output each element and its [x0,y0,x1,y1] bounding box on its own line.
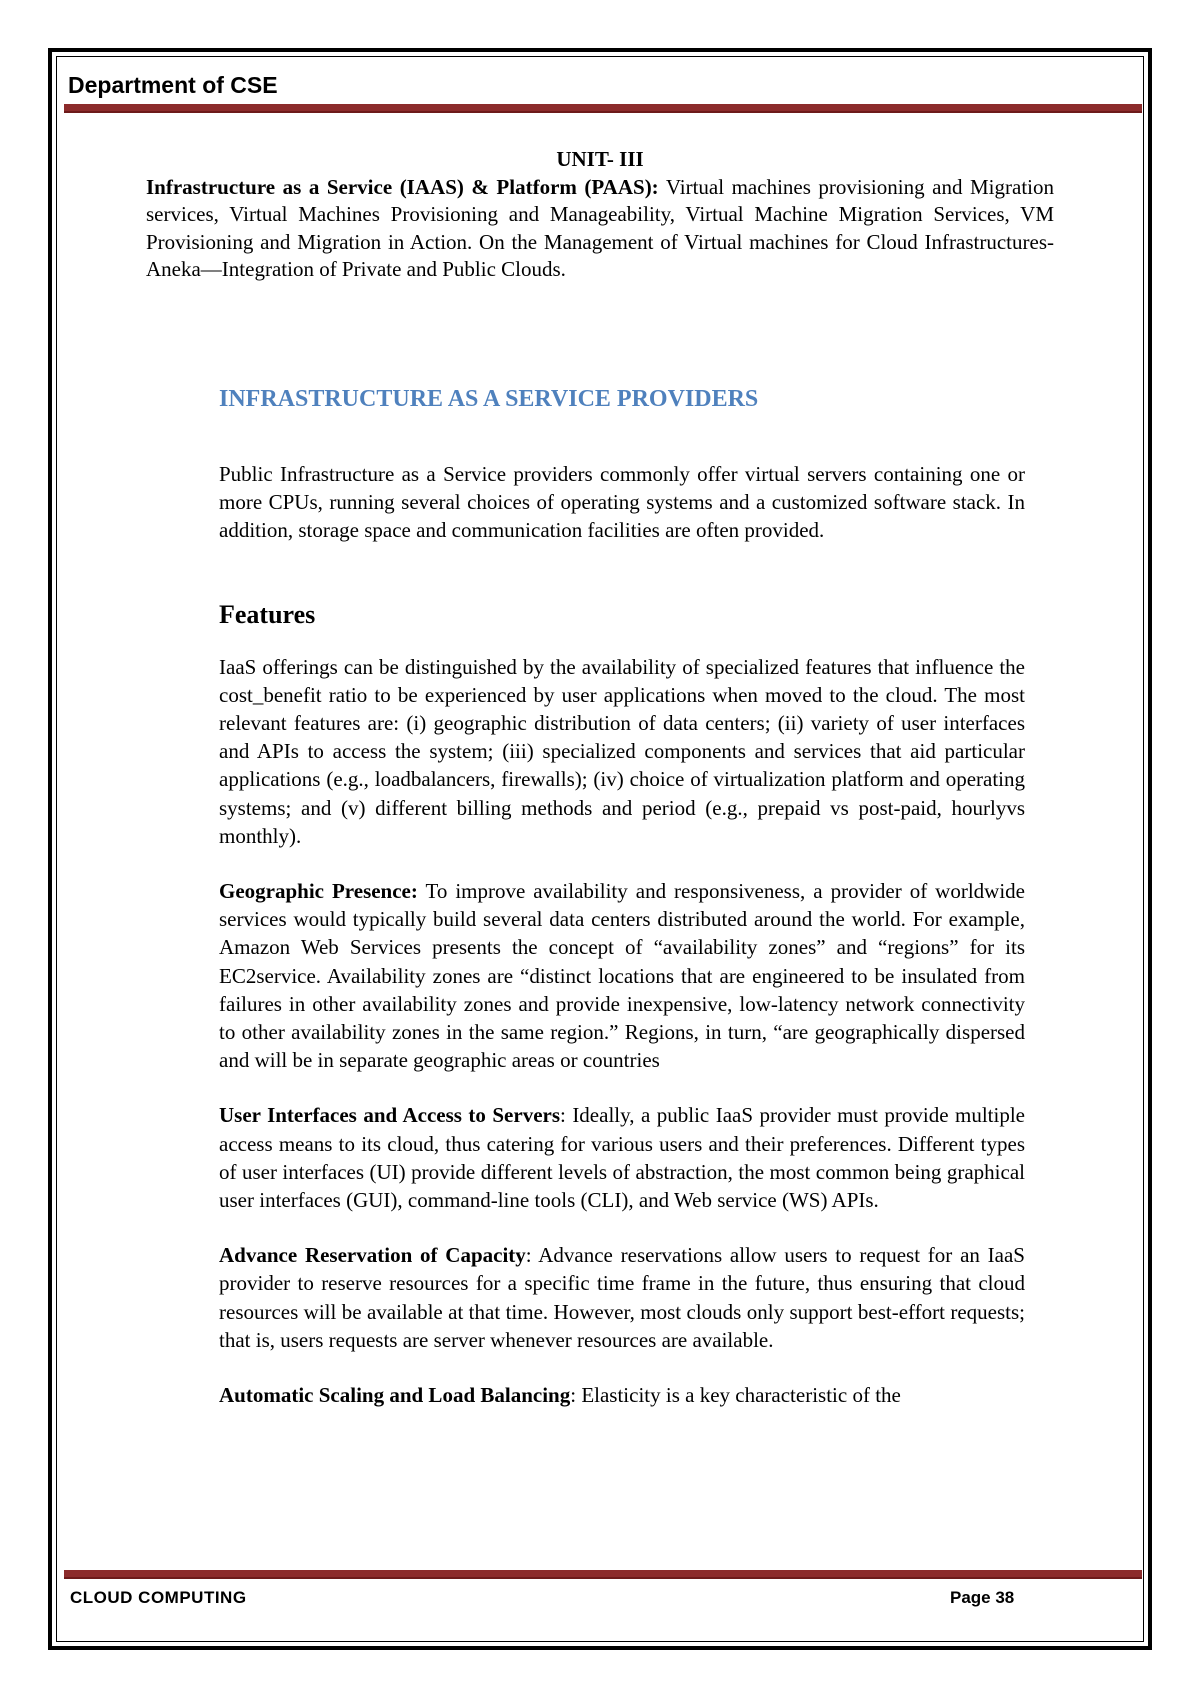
footer-rule [64,1570,1142,1579]
feature-title: Automatic Scaling and Load Balancing [219,1383,571,1408]
footer-course: CLOUD COMPUTING [70,1588,247,1607]
unit-title: UNIT- III [556,147,644,171]
main-content [219,384,1025,1436]
footer-page-number: Page 38 [950,1588,1015,1607]
feature-title: User Interfaces and Access to Servers [219,1103,561,1128]
header-department: Department of CSE [68,72,278,98]
features-intro: IaaS offerings can be distinguished by the availability of specialized features that influence the cost_benefit ratio to be experienced by user applications when moved to the cloud. The most relevant features are: (i) geographic distribution of data centers; (ii) variety of user interfaces and APIs to access the system; (iii) specialized components and services that aid particular applications (e.g., loadbalancers, firewalls); (iv) choice of virtualization platform and operating systems; and (v) different billing methods and period (e.g., prepaid vs post-paid, hourlyvs monthly). [219,654,1025,848]
feature-title: Geographic Presence: [219,879,418,904]
section-heading: INFRASTRUCTURE AS A SERVICE PROVIDERS [219,386,759,412]
feature-text: To improve availability and responsiveness, a provider of worldwide services would typically build several data centers distributed around the world. For example, Amazon Web Services presents the concept of “availability zones” and “regions” for its EC2service. Availability zones are “distinct locations that are engineered to be insulated from failures in other availability zones and provide inexpensive, low-latency network connectivity to other availability zones in the same region.” Regions, in turn, “are geographically dispersed and will be in separate geographic areas or countries [219,879,1025,1073]
feature-text: : Elasticity is a key characteristic of the [570,1383,901,1408]
feature-automatic-scaling [219,1381,1025,1409]
feature-advance-reservation [219,1241,1025,1354]
feature-text: : Advance reservations allow users to request for an IaaS provider to reserve resources for a specific time frame in the future, thus ensuring that cloud resources will be available at that time. However, most clouds only support best-effort requests; that is, users requests are server whenever resources are available. [219,1243,1025,1352]
feature-user-interfaces [219,1101,1025,1214]
unit-text: Virtual machines provisioning and Migration services, Virtual Machines Provisioning and Manageability, Virtual Machine Migration Services, VM Provisioning and Migration in Action. On the Management of Virtual machines for Cloud Infrastructures- Aneka—Integration of Private and Public Clouds. [146,174,1054,281]
unit-description [146,174,1054,284]
header-rule [64,104,1142,113]
section-intro: Public Infrastructure as a Service providers commonly offer virtual servers containing one or more CPUs, running several choices of operating systems and a customized software stack. In addition, storage space and communication facilities are often provided. [219,462,1025,543]
unit-lead: Infrastructure as a Service (IAAS) & Platform (PAAS): [146,174,659,199]
feature-text: : Ideally, a public IaaS provider must provide multiple access means to its cloud, thus catering for various users and their preferences. Different types of user interfaces (UI) provide different levels of abstraction, the most common being graphical user interfaces (GUI), command-line tools (CLI), and Web service (WS) APIs. [219,1103,1025,1213]
feature-geographic-presence [219,877,1025,1074]
features-heading: Features [219,599,316,629]
feature-title: Advance Reservation of Capacity [219,1243,526,1268]
unit-summary [146,146,1054,284]
